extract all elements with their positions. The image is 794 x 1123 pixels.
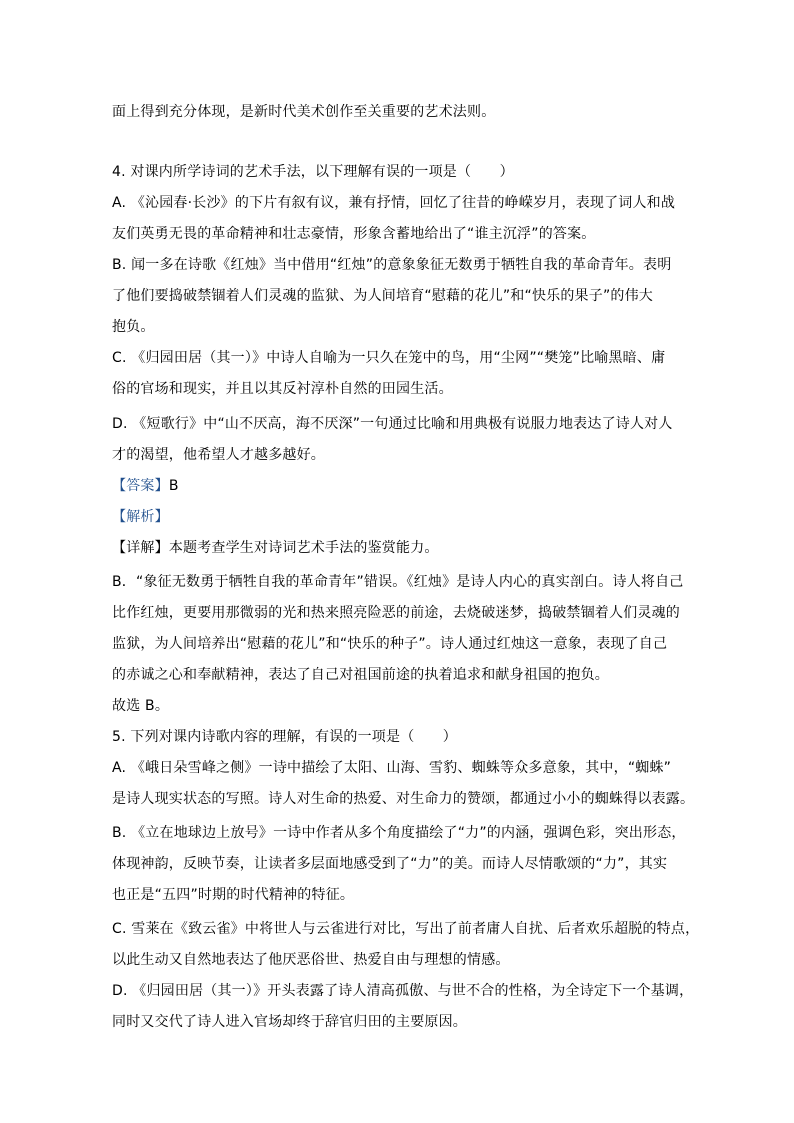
q5-option-c-line-2: 以此生动又自然地表达了他厌恶俗世、热爱自由与理想的情感。 — [112, 952, 510, 968]
q4-option-a-line-1: A. 《沁园春·长沙》的下片有叙有议，兼有抒情，回忆了往昔的峥嵘岁月，表现了词人和战 — [112, 195, 676, 211]
answer-tag: 【答案】 — [112, 478, 169, 494]
continuation-text: 面上得到充分体现，是新时代美术创作至关重要的艺术法则。 — [112, 104, 496, 120]
q5-option-b-line-2: 体现神韵，反映节奏，让读者多层面地感受到了“力”的美。而诗人尽情歌颂的“力”，其实 — [112, 856, 668, 872]
answer-value: B — [168, 478, 179, 494]
analysis-tag: 【解析】 — [112, 509, 169, 525]
analysis-line — [112, 507, 682, 527]
detail-text-line-3: 监狱，为人间培养出“慰藉的花儿”和“快乐的种子”。诗人通过红烛这一意象，表现了自己 — [112, 636, 668, 652]
conclusion-text: 故选 B。 — [112, 698, 170, 714]
q4-option-b-line-3: 抱负。 — [112, 319, 155, 335]
q5-option-b-line-3: 也正是“五四”时期的时代精神的特征。 — [112, 887, 355, 903]
detail-line — [112, 538, 682, 558]
q4-option-a-line-2: 友们英勇无畏的革命精神和壮志豪情，形象含蓄地给出了“谁主沉浮”的答案。 — [112, 226, 596, 242]
answer-line — [112, 476, 682, 496]
q5-option-a-line-2: 是诗人现实状态的写照。诗人对生命的热爱、对生命力的赞颂，都通过小小的蜘蛛得以表露。 — [112, 791, 695, 807]
q5-option-d-line-2: 同时又交代了诗人进入官场却终于辞官归田的主要原因。 — [112, 1014, 467, 1030]
q5-option-c-line-1: C. 雪莱在《致云雀》中将世人与云雀进行对比，写出了前者庸人自扰、后者欢乐超脱的特点， — [112, 921, 700, 937]
q4-option-d-line-1: D. 《短歌行》中“山不厌高，海不厌深”一句通过比喻和用典极有说服力地表达了诗人对人 — [112, 416, 673, 432]
detail-text-line-1: B．“象征无数勇于牺牲自我的革命青年”错误。《红烛》是诗人内心的真实剖白。诗人将自己 — [112, 574, 684, 590]
q5-option-d-line-1: D. 《归园田居（其一）》开头表露了诗人清高孤傲、与世不合的性格，为全诗定下一个基调， — [112, 983, 694, 999]
question-5-stem: 5. 下列对课内诗歌内容的理解，有误的一项是（ ） — [112, 729, 458, 745]
q5-option-b-line-1: B. 《立在地球边上放号》一诗中作者从多个角度描绘了“力”的内涵，强调色彩，突出形态， — [112, 825, 686, 841]
detail-intro: 本题考查学生对诗词艺术手法的鉴赏能力。 — [168, 540, 439, 556]
q4-option-b-line-2: 了他们要捣破禁锢着人们灵魂的监狱、为人间培育“慰藉的花儿”和“快乐的果子”的伟大 — [112, 288, 654, 304]
detail-text-line-4: 的赤诚之心和奉献精神，表达了自己对祖国前途的执着追求和献身祖国的抱负。 — [112, 667, 609, 683]
q4-option-c-line-1: C. 《归园田居（其一）》中诗人自喻为一只久在笼中的鸟，用“尘网”“樊笼”比喻黑暗、庸 — [112, 350, 666, 366]
q4-option-b-line-1: B. 闻一多在诗歌《红烛》当中借用“红烛”的意象象征无数勇于牺牲自我的革命青年。表明 — [112, 257, 672, 273]
q4-option-d-line-2: 才的渴望，他希望人才越多越好。 — [112, 447, 325, 463]
detail-text-line-2: 比作红烛，更要用那微弱的光和热来照亮险恶的前途，去烧破迷梦，捣破禁锢着人们灵魂的 — [112, 605, 680, 621]
q5-option-a-line-1: A. 《峨日朵雪峰之侧》一诗中描绘了太阳、山海、雪豹、蜘蛛等众多意象，其中，“蜘蛛” — [112, 760, 672, 776]
question-4-stem: 4. 对课内所学诗词的艺术手法，以下理解有误的一项是（ ） — [112, 164, 514, 180]
detail-tag: 【详解】 — [112, 540, 169, 556]
q4-option-c-line-2: 俗的官场和现实，并且以其反衬淳朴自然的田园生活。 — [112, 381, 453, 397]
